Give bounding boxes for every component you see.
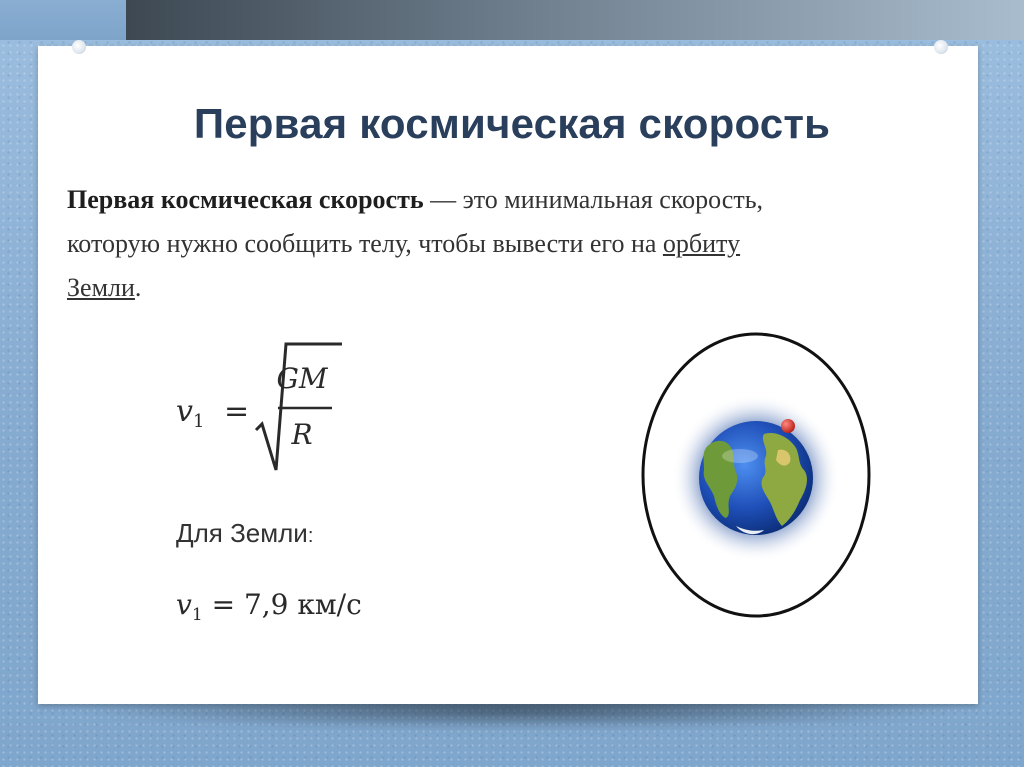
formula-denominator: R: [291, 418, 313, 451]
slide-title: Первая космическая скорость: [193, 100, 831, 147]
pin-left-icon: [72, 40, 86, 54]
definition-text-1: это минимальная скорость,: [462, 185, 764, 214]
result-unit: км/с: [297, 588, 362, 621]
earth-globe-icon: [699, 421, 813, 535]
formula-numerator: GM: [276, 362, 328, 395]
definition-text-2: которую нужно сообщить телу, чтобы вывести его на: [67, 229, 663, 258]
position-marker-icon: [781, 419, 795, 433]
square-root-icon: [254, 338, 344, 478]
pin-right-icon: [934, 40, 948, 54]
definition-term: Первая космическая скорость: [67, 185, 424, 214]
formula-subscript: 1: [192, 411, 205, 432]
definition-paragraph: [67, 178, 927, 310]
orbit-link[interactable]: орбиту: [662, 229, 741, 258]
earth-link[interactable]: Земли: [67, 273, 135, 302]
earth-orbit-illustration: [640, 330, 872, 620]
formula-equals: =: [224, 394, 250, 429]
result-equals: =: [211, 588, 236, 621]
formula-symbol: $v_1$: [176, 394, 205, 432]
definition-dash: —: [423, 185, 463, 214]
earth-label: Для Земли:: [176, 518, 314, 548]
velocity-result: [176, 588, 362, 625]
result-value: 7,9: [243, 588, 289, 621]
velocity-formula: [176, 338, 346, 478]
background-top-band: [126, 0, 1024, 40]
result-subscript: 1: [191, 605, 203, 625]
background-corner: [0, 0, 126, 40]
result-symbol: v: [176, 588, 192, 621]
definition-end: .: [134, 273, 142, 302]
